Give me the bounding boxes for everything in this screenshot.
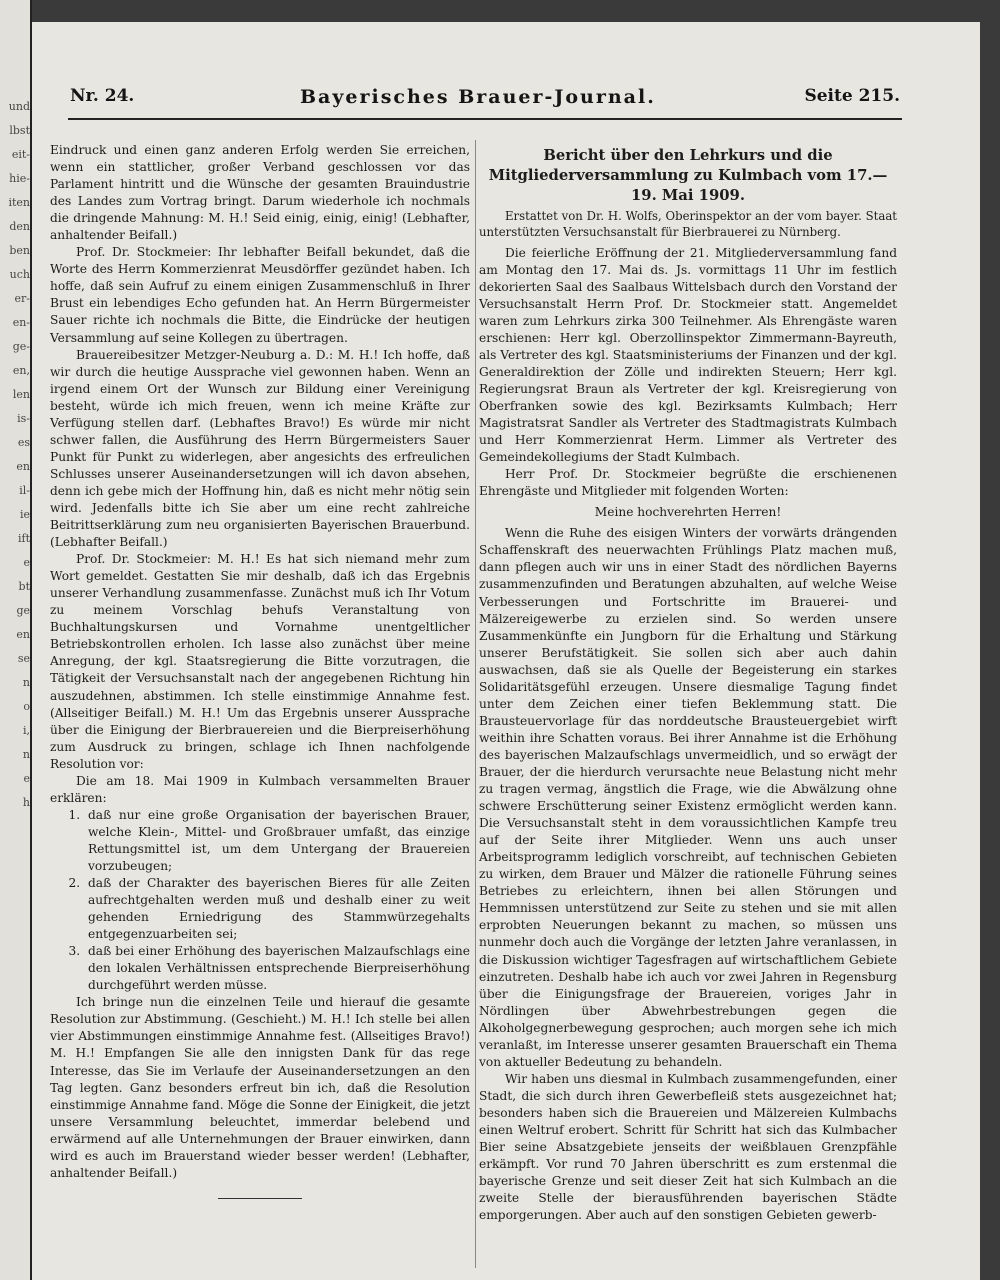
right-column — [479, 142, 897, 1224]
list-item: 1. daß nur eine große Organisation der bayerischen Brauer, welche Klein-, Mittel- und Großbrauer umfaßt, das einzige Rettungsmittel ist, um dem Untergang der Brauereien vorzubeugen; — [84, 807, 470, 875]
margin-fragment: il- — [19, 484, 30, 497]
margin-fragment: se — [17, 652, 30, 665]
paragraph: Prof. Dr. Stockmeier: Ihr lebhafter Beifall bekundet, daß die Worte des Herrn Kommerzienrat Meusdörffer gezündet haben. Ich hoffe, daß sein Aufruf zu einem einigen Zusammenschluß in Ihrer Brust ein lebendiges Echo gefunden hat. An Herrn Bürgermeister Sauer richte ich nochmals die Bitte, die Eindrücke der heutigen Versammlung auf seine Kollegen zu übertragen. — [50, 245, 470, 345]
paragraph: Brauereibesitzer Metzger-Neuburg a. D.: M. H.! Ich hoffe, daß wir durch die heutige Aussprache viel gewonnen haben. Wenn an irgend einem Ort der Wunsch zur Bildung einer Vereinigung besteht, würde ich mich freuen, wenn ich meine Kräfte zur Verfügung stellen darf. (Lebhaftes Bravo!) Es würde mir nicht schwer fallen, die Ausführung des Herrn Bürgermeisters Sauer Punkt für Punkt zu widerlegen, aber angesichts des erfreulichen Schlusses unserer Auseinandersetzungen will ich davon absehen, denn ich gebe mich der Hoffnung hin, daß es nicht mehr nötig sein wird. Jedenfalls bitte ich Sie aber um eine recht zahlreiche Beitrittserklärung zum neu organisierten Bayerischen Brauerbund. (Lebhafter Beifall.) — [50, 347, 470, 550]
resolution-intro: Die am 18. Mai 1909 in Kulmbach versammelten Brauer erklären: — [50, 773, 470, 805]
salutation: Meine hochverehrten Herren! — [594, 505, 782, 520]
paragraph: Prof. Dr. Stockmeier: M. H.! Es hat sich niemand mehr zum Wort gemeldet. Gestatten Sie mir deshalb, daß ich das Ergebnis unserer Verhandlung zusammenfasse. Zunächst muß ich Ihr Votum zu meinem Vorschlag behufs Veranstaltung von Buchhaltungskursen und Vornahme unentgeltlicher Betriebskontrollen erholen. Ich lasse also zunächst über meine Anregung, der kgl. Staatsregierung die Bitte vorzutragen, die Tätigkeit der Versuchsanstalt nach der angegebenen Richtung hin auszudehnen, abstimmen. Ich stelle einstimmige Annahme fest. (Allseitiger Beifall.) M. H.! Um das Ergebnis unserer Aussprache über die Einigung der Bierbrauereien und die Bierpreiserhöhung zum Ausdruck zu bringen, schlage ich Ihnen nachfolgende Resolution vor: — [50, 552, 470, 771]
adjacent-page-strip — [0, 0, 32, 1280]
margin-fragment: eit- — [11, 148, 30, 161]
margin-fragment: hie- — [9, 172, 30, 185]
margin-fragment: en- — [12, 316, 30, 329]
margin-fragment: e — [23, 772, 30, 785]
margin-fragment: i, — [22, 724, 30, 737]
margin-fragment: ie — [19, 508, 30, 521]
paragraph: Wenn die Ruhe des eisigen Winters der vorwärts drängenden Schaffenskraft des neuerwachten Frühlings Platz machen muß, dann pflegen auch wir uns in einer Stadt des nördlichen Bayerns zusammenzufinden und Beratungen abzuhalten, auf welche Weise Verbesserungen und Fortschritte im Brauerei- und Mälzereigewerbe zu erzielen sind. So werden unsere Zusammenkünfte ein Jungborn für die Erhaltung und Stärkung unserer Berufstätigkeit. Sie sollen sich aber auch dahin auswachsen, daß sie als Quelle der Begeisterung ein starkes Solidaritätsgefühl erzeugen. Unsere diesmalige Tagung findet unter dem Zeichen einer tiefen Beklemmung statt. Die Brausteuervorlage für das norddeutsche Brausteuergebiet wirft weithin ihre Schatten voraus. Bei ihrer Annahme ist die Erhöhung des bayerischen Malzaufschlags unvermeidlich, und so erwägt der Brauer, der die hierdurch verursachte neue Belastung nicht mehr zu tragen vermag, ängstlich die Frage, wie die Abwälzung ohne schwere Erschütterung seiner Existenz ermöglicht werden kann. Die Versuchsanstalt steht in dem voraussichtlichen Kampfe treu auf der Seite ihrer Mitglieder. Wenn uns auch unser Arbeitsprogramm lediglich vorschreibt, auf technischen Gebieten zu wirken, dem Brauer und Mälzer die rationelle Führung seines Betriebes zu erleichtern, ihnen bei allen Störungen und Hemmnissen unterstützend zur Seite zu stehen und sie mit allen erprobten Neuerungen bekannt zu machen, so müssen uns nunmehr doch auch die Vorgänge der letzten Jahre veranlassen, in die Diskussion wichtiger Tagesfragen auf wirtschaftlichem Gebiete einzutreten. Deshalb habe ich auch vor zwei Jahren in Regensburg über die Einigungsfrage der Brauereien, voriges Jahr in Nördlingen über Abwehrbestrebungen gegen die Alkoholgegnerbewegung gesprochen; auch morgen sehe ich mich veranlaßt, im Interesse unserer gesamten Brauerschaft ein Thema von aktueller Bedeutung zu behandeln. — [479, 526, 897, 1069]
left-column — [50, 142, 470, 1199]
end-rule — [218, 1198, 302, 1199]
margin-fragment: lbst — [9, 124, 30, 137]
margin-fragment: iten — [8, 196, 30, 209]
margin-fragment: h — [22, 796, 30, 809]
margin-fragment: bt — [18, 580, 30, 593]
margin-fragment: ben — [9, 244, 30, 257]
article-byline: Erstattet von Dr. H. Wolfs, Oberinspektor an der vom bayer. Staat unterstützten Versuchsanstalt für Bierbrauerei zu Nürnberg. — [479, 209, 897, 240]
paragraph: Die feierliche Eröffnung der 21. Mitgliederversammlung fand am Montag den 17. Mai ds. Js. vormittags 11 Uhr im festlich dekorierten Saal des Saalbaus Wittelsbach durch den Vorstand der Versuchsanstalt Herrn Prof. Dr. Stockmeier statt. Angemeldet waren zum Lehrkurs zirka 300 Teilnehmer. Als Ehrengäste waren erschienen: Herr kgl. Oberzollinspektor Zimmermann-Bayreuth, als Vertreter des kgl. Staatsministeriums der Finanzen und der kgl. Generaldirektion der Zölle und indirekten Steuern; Herr kgl. Regierungsrat Braun als Vertreter der kgl. Kreisregierung von Oberfranken sowie des kgl. Bezirksamts Kulmbach; Herr Magistratsrat Sandler als Vertreter des Stadtmagistrats Kulmbach und Herr Kommerzienrat Herm. Limmer als Vertreter des Gemeindekollegiums der Stadt Kulmbach. — [479, 245, 897, 465]
margin-fragment: uch — [9, 268, 30, 281]
page-header — [70, 86, 900, 114]
list-item: 2. daß der Charakter des bayerischen Bieres für alle Zeiten aufrechtgehalten werden muß und deshalb einer zu weit gehenden Erniedrigung des Stammwürzegehalts entgegenzuarbeiten sei; — [84, 875, 470, 943]
paragraph: Wir haben uns diesmal in Kulmbach zusammengefunden, einer Stadt, die sich durch ihren Gewerbefleiß stets ausgezeichnet hat; besonders haben sich die Brauereien und Mälzereien Kulmbachs einen Weltruf erobert. Schritt für Schritt hat sich das Kulmbacher Bier seine Absatzgebiete jenseits der weißblauen Grenzpfähle erkämpft. Vor rund 70 Jahren überschritt es zum erstenmal die bayerische Grenze und seit dieser Zeit hat sich Kulmbach an die zweite Stelle der bierausführenden bayerischen Städte emporgerungen. Aber auch auf den sonstigen Gebieten gewerb- — [479, 1071, 897, 1223]
margin-fragment: n — [22, 676, 30, 689]
margin-fragment: o — [23, 700, 30, 713]
paragraph: Ich bringe nun die einzelnen Teile und hierauf die gesamte Resolution zur Abstimmung. (Geschieht.) M. H.! Ich stelle bei allen vier Abstimmungen einstimmige Annahme fest. (Allseitiges Bravo!) M. H.! Empfangen Sie alle den innigsten Dank für das rege Interesse, das Sie im Verlaufe der Auseinandersetzungen an den Tag legten. Ganz besonders erfreut bin ich, daß die Resolution einstimmige Annahme fand. Möge die Sonne der Einigkeit, die jetzt unsere Versammlung beleuchtet, immerdar belebend und erwärmend auf alle Unternehmungen der Brauer einwirken, dann wird es auch im Brauerstand wieder besser werden! (Lebhafter, anhaltender Beifall.) — [50, 995, 470, 1180]
journal-title: Bayerisches Brauer-Journal. — [300, 86, 656, 108]
column-divider — [475, 140, 476, 1268]
page-number: Seite 215. — [804, 86, 900, 106]
margin-fragment: er- — [14, 292, 30, 305]
header-rule — [68, 118, 902, 120]
list-item: 3. daß bei einer Erhöhung des bayerischen Malzaufschlags eine den lokalen Verhältnissen entsprechende Bierpreiserhöhung durchgeführt werden müsse. — [84, 943, 470, 994]
article-heading: Bericht über den Lehrkurs und die Mitgliederversammlung zu Kulmbach vom 17.—19. Mai 1909. — [488, 147, 888, 204]
margin-fragment: den — [9, 220, 30, 233]
margin-fragment: ge- — [12, 340, 30, 353]
margin-fragment: en — [16, 628, 30, 641]
margin-fragment: en — [16, 460, 30, 473]
margin-fragment: e — [23, 556, 30, 569]
margin-fragment: es — [17, 436, 30, 449]
margin-fragment: und — [8, 100, 30, 113]
margin-fragment: len — [12, 388, 30, 401]
resolution-list — [50, 807, 470, 995]
issue-number: Nr. 24. — [70, 86, 135, 106]
margin-fragment: en, — [12, 364, 30, 377]
margin-fragment: is- — [17, 412, 30, 425]
margin-fragment: ift — [17, 532, 30, 545]
margin-fragment: ge — [16, 604, 30, 617]
newspaper-page — [32, 22, 980, 1280]
margin-fragment: n — [22, 748, 30, 761]
paragraph: Eindruck und einen ganz anderen Erfolg werden Sie erreichen, wenn ein stattlicher, großer Verband geschlossen vor das Parlament hintritt und die Wünsche der gesamten Brauindustrie des Landes zum Vortrag bringt. Darum wiederhole ich nochmals die dringende Mahnung: M. H.! Seid einig, einig, einig! (Lebhafter, anhaltender Beifall.) — [50, 143, 470, 243]
paragraph: Herr Prof. Dr. Stockmeier begrüßte die erschienenen Ehrengäste und Mitglieder mit folgenden Worten: — [479, 467, 897, 499]
